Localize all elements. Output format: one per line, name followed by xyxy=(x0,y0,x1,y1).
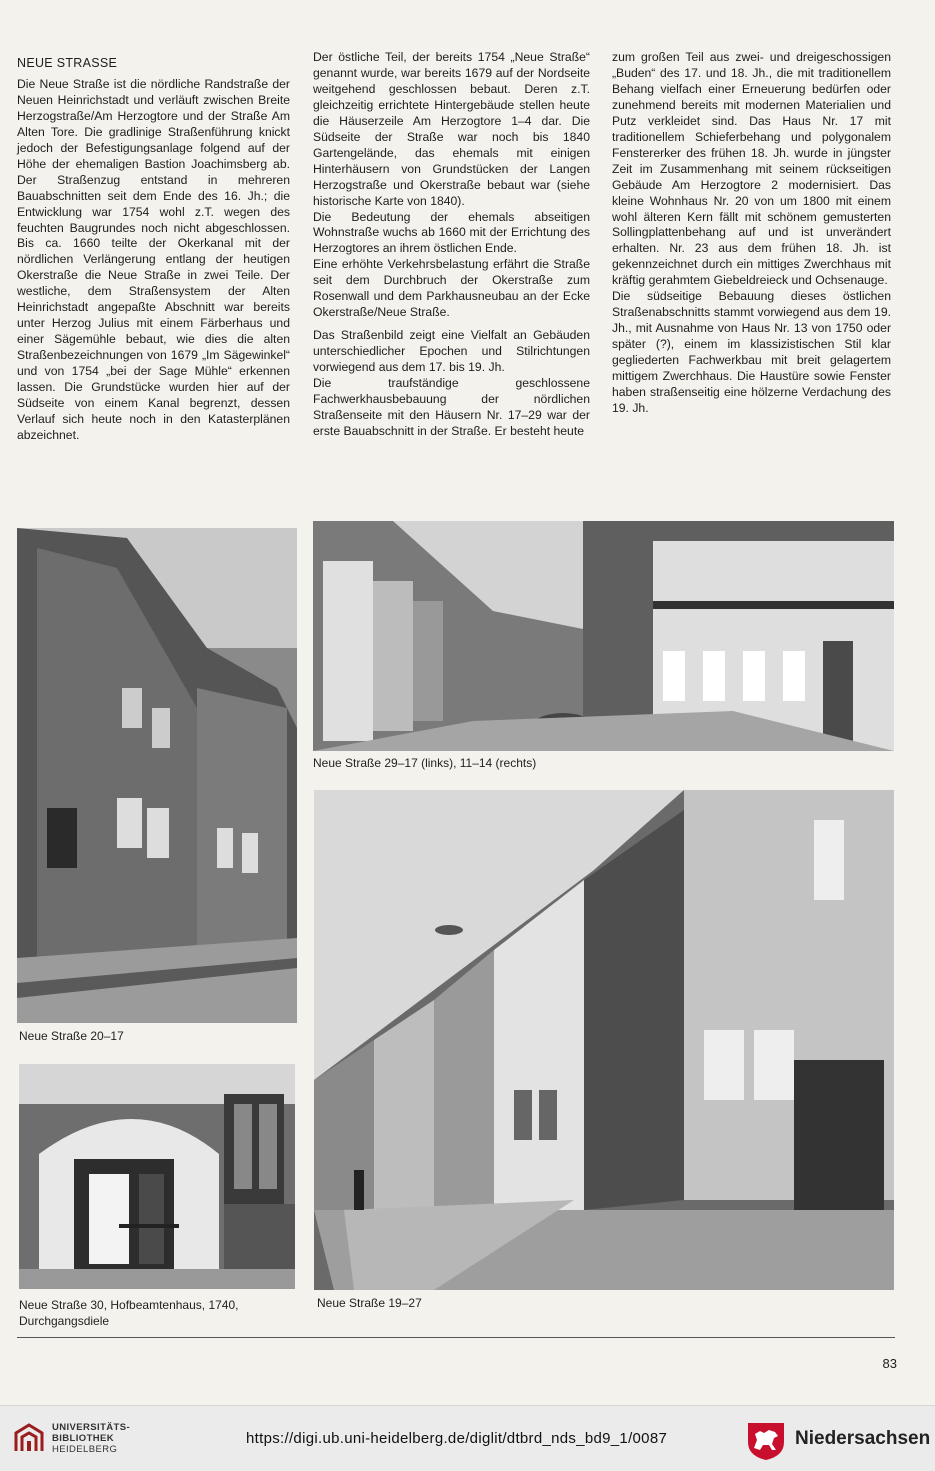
text-column-1 xyxy=(17,56,290,444)
section-heading: NEUE STRASSE xyxy=(17,56,118,70)
photo-neue-strasse-30-hofbeamtenhaus xyxy=(19,1064,295,1289)
caption: Neue Straße 19–27 xyxy=(317,1296,422,1310)
partner-name: Niedersachsen xyxy=(795,1428,931,1449)
paragraph: Die südseitige Bebauung dieses östlichen Straßenabschnitts stammt vorwiegend aus dem 19. Jh., mit Ausnahme von Haus Nr. 13 von 1750 oder später (?), einem im klassizistischen Stil klar gegliederten Fachwerkbau mit breit gelagertem mittigem Zwerchhaus. Die Haustüre sowie Fenster haben straßenseitig eine hölzerne Verdachung des 19. Jh. xyxy=(612,289,891,415)
paragraph: Die Neue Straße ist die nördliche Randstraße der Neuen Heinrichstadt und verläuft zwischen Breite Herzogstraße/Am Herzogtore und der Straße Am Alten Tore. Die gradlinige Straßenführung knickt jedoch der Befestigungsanlage folgend auf der Höhe der ehemaligen Bastion Joachimsberg ab. Der Straßenzug entstand in mehreren Bauabschnitten seit dem Ende des 16. Jh.; die Entwicklung war 1754 wohl z.T. wegen des feuchten Baugrundes noch nicht abgeschlossen. Bis ca. 1660 teilte der Okerkanal mit der nördlichen Verlängerung entlang der heutigen Okerstraße die Neue Straße in zwei Teile. Der westliche, dem Straßensystem der Alten Heinrichstadt angepaßte Abschnitt war bereits unter Herzog Julius mit einem Färberhaus und einer Sägemühle bebaut, wie dies die alten Straßenbezeichnungen von 1679 „Im Sägewinkel“ und von 1754 „bei der Sage Mühle“ erkennen lassen. Die Grundstücke wurden hier auf der Südseite von einem Kanal begrenzt, dessen Verlauf sich heute noch in den Katasterplänen abzeichnet. xyxy=(17,76,290,442)
photo-neue-strasse-29-17 xyxy=(313,521,894,751)
text-column-3 xyxy=(612,50,891,417)
caption: Neue Straße 29–17 (links), 11–14 (rechts) xyxy=(313,756,537,770)
page-number: 83 xyxy=(882,1356,897,1371)
caption: Neue Straße 20–17 xyxy=(19,1029,124,1043)
caption: Neue Straße 30, Hofbeamtenhaus, 1740, Durchgangsdiele xyxy=(19,1298,239,1328)
paragraph: zum großen Teil aus zwei- und dreigeschossigen „Buden“ des 17. und 18. Jh., die mit traditionellem Behang vielfach einer Erneuerung bedürfen oder zunehmend bereits mit modernen Materialien und Putz verkleidet sind. Das Haus Nr. 17 mit traditionellem Schieferbehang und polygonalem Fenstererker des frühen 18. Jh. wurde in jüngster Zeit im Zusammenhang mit seinem rückseitigen Gebäude Am Herzogtore 2 modernisiert. Das kleine Wohnhaus Nr. 20 von um 1800 mit einem wohl älteren Kern fällt mit schönem gemusterten Sollingplattenbehang auf und ist unverändert erhalten. Nr. 23 aus dem frühen 18. Jh. ist gekennzeichnet durch ein mittiges Zwerchhaus mit kräftig gerahmtem Giebeldreieck und Ochsenauge. xyxy=(612,50,891,288)
photo-neue-strasse-19-27 xyxy=(314,790,894,1290)
document-url[interactable]: https://digi.ub.uni-heidelberg.de/diglit/dtbrd_nds_bd9_1/0087 xyxy=(246,1430,668,1447)
library-name: UNIVERSITÄTS- BIBLIOTHEK HEIDELBERG xyxy=(52,1422,131,1455)
text-column-2 xyxy=(313,50,590,440)
paragraph: Das Straßenbild zeigt eine Vielfalt an Gebäuden unterschiedlicher Epochen und Stilrichtungen vorwiegend aus dem 17. bis 19. Jh. xyxy=(313,328,590,375)
photo-neue-strasse-20-17 xyxy=(17,528,297,1023)
university-library-logo-icon xyxy=(12,1421,46,1455)
paragraph: Die traufständige geschlossene Fachwerkhausbebauung der nördlichen Straßenseite mit den Häusern Nr. 17–29 war der erste Bauabschnitt in der Straße. Er besteht heute xyxy=(313,376,590,438)
page-divider xyxy=(17,1337,895,1338)
niedersachsen-coat-of-arms-icon xyxy=(745,1420,787,1462)
paragraph: Der östliche Teil, der bereits 1754 „Neue Straße“ genannt wurde, war bereits 1679 auf der Nordseite weitgehend geschlossen bebaut. Deren z.T. gleichzeitig errichtete Hintergebäude stellen heute die Häuserzeile Am Herzogtore 1–4 dar. Die Südseite der Straße war noch bis 1840 Gartengelände, das ehemals mit einigen Hinterhäusern von Grundstücken der Langen Herzogstraße und Okerstraße bebaut war (siehe historische Karte von 1840). xyxy=(313,50,590,208)
paragraph: Die Bedeutung der ehemals abseitigen Wohnstraße wuchs ab 1660 mit der Errichtung des Herzogtores an ihrem östlichen Ende. xyxy=(313,209,590,256)
paragraph: Eine erhöhte Verkehrsbelastung erfährt die Straße seit dem Durchbruch der Okerstraße zum Rosenwall und dem Parkhausneubau an der Ecke Okerstraße/Neue Straße. xyxy=(313,257,590,320)
viewer-footer xyxy=(0,1405,935,1471)
